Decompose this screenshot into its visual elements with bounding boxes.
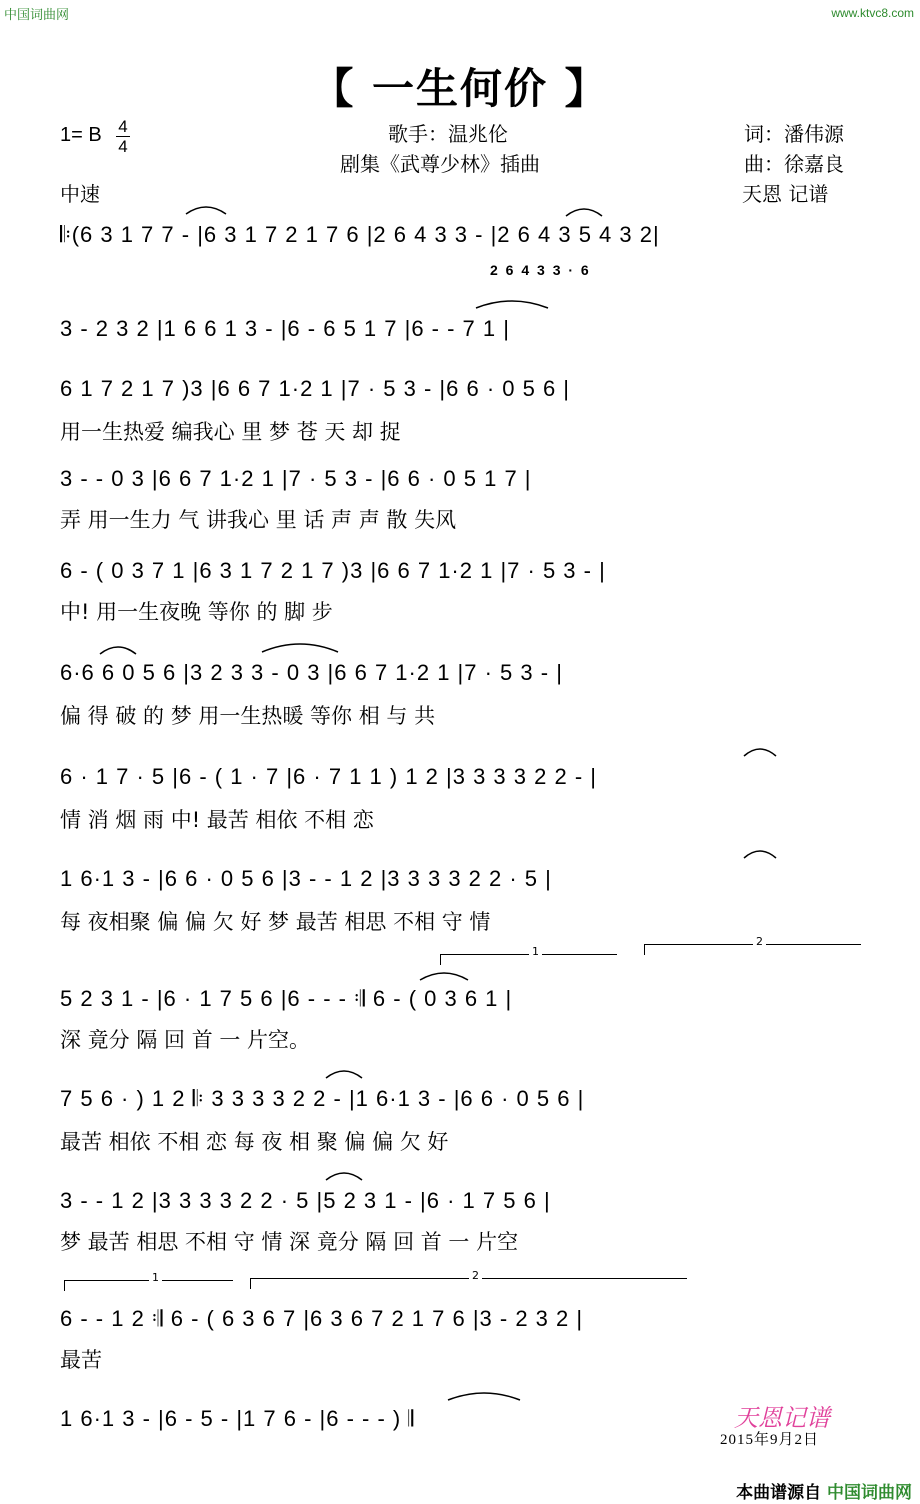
series-credit: 剧集《武尊少林》插曲 (340, 152, 540, 176)
lyrics-line-10: 最苦 相依 不相 恋 每 夜 相 聚 偏 偏 欠 好 (60, 1130, 449, 1154)
transcription-date: 2015年9月2日 (720, 1432, 820, 1448)
lyrics-line-4: 弄 用一生力 气 讲我心 里 话 声 声 散 失风 (60, 508, 457, 532)
notation-line-4: 3 - - 0 3 |6 6 7 1·2 1 |7 · 5 3 - |6 6 · 0 5 1 7 | (60, 466, 532, 491)
song-title: 【 一生何价 】 (311, 64, 609, 113)
transcriber-credit: 天恩 记谱 (742, 182, 829, 206)
notation-line-9: 5 2 3 1 - |6 · 1 7 5 6 |6 - - - 𝄇 6 - ( 0 3 6 1 | (60, 986, 513, 1011)
slur-mark (476, 301, 548, 308)
lyrics-line-8: 每 夜相聚 偏 偏 欠 好 梦 最苦 相思 不相 守 情 (60, 910, 491, 934)
notation-line-10: 7 5 6 · ) 1 2 𝄆 3 3 3 3 2 2 - |1 6·1 3 - |6 6 · 0 5 6 | (60, 1086, 585, 1111)
notation-line-3: 6 1 7 2 1 7 )3 |6 6 7 1·2 1 |7 · 5 3 - |6 6 · 0 5 6 | (60, 376, 571, 401)
lyrics-line-11: 梦 最苦 相思 不相 守 情 深 竟分 隔 回 首 一 片空 (60, 1230, 519, 1254)
lyrics-line-9: 深 竟分 隔 回 首 一 片空。 (60, 1028, 311, 1052)
volta-first-ending-1: 1 (440, 954, 617, 965)
notation-line-7: 6 · 1 7 · 5 |6 - ( 1 · 7 |6 · 7 1 1 ) 1 2 |3 3 3 3 2 2 - | (60, 764, 597, 789)
slur-mark (262, 644, 338, 652)
slur-mark (420, 973, 468, 980)
transcriber-stamp: 天恩记谱 (734, 1404, 830, 1432)
slur-mark (744, 851, 776, 858)
time-signature-top: 4 (118, 117, 128, 136)
slur-mark (186, 207, 226, 214)
key-signature: 1= B (60, 124, 102, 146)
notation-line-1: 𝄆(6 3 1 7 7 - |6 3 1 7 2 1 7 6 |2 6 4 3 3 - |2 6 4 3 5 4 3 2| (60, 222, 660, 247)
notation-line-8: 1 6·1 3 - |6 6 · 0 5 6 |3 - - 1 2 |3 3 3 3 2 2 · 5 | (60, 866, 552, 891)
slur-mark (744, 749, 776, 756)
lyrics-line-7: 情 消 烟 雨 中! 最苦 相依 不相 恋 (60, 808, 374, 832)
notation-line-5: 6 - ( 0 3 7 1 |6 3 1 7 2 1 7 )3 |6 6 7 1·2 1 |7 · 5 3 - | (60, 558, 606, 583)
volta-first-ending-2: 1 (64, 1280, 233, 1291)
notation-line-11: 3 - - 1 2 |3 3 3 3 2 2 · 5 |5 2 3 1 - |6 · 1 7 5 6 | (60, 1188, 551, 1213)
volta-second-ending-1: 2 (644, 944, 861, 955)
lyrics-line-5: 中! 用一生夜晚 等你 的 脚 步 (60, 600, 333, 624)
slur-mark (448, 1393, 520, 1400)
singer-credit: 歌手：温兆伦 (388, 122, 508, 146)
slur-mark (326, 1071, 362, 1078)
site-name-left: 中国词曲网 (4, 8, 70, 23)
slur-mark (566, 209, 602, 216)
notation-line-6: 6·6 6 0 5 6 |3 2 3 3 - 0 3 |6 6 7 1·2 1 |7 · 5 3 - | (60, 660, 563, 685)
tempo-marking: 中速 (60, 182, 100, 206)
footer-source (736, 1478, 912, 1503)
footer-source-site[interactable]: 中国词曲网 (827, 1483, 912, 1503)
notation-line-12: 6 - - 1 2 𝄇 6 - ( 6 3 6 7 |6 3 6 7 2 1 7 6 |3 - 2 3 2 | (60, 1306, 584, 1331)
lyrics-line-6: 偏 得 破 的 梦 用一生热暖 等你 相 与 共 (60, 704, 436, 728)
lyricist-credit: 词：潘伟源 (744, 122, 844, 146)
notation-line-2: 3 - 2 3 2 |1 6 6 1 3 - |6 - 6 5 1 7 |6 - - 7 1 | (60, 316, 510, 341)
slur-mark (100, 647, 136, 654)
notation-line-13: 1 6·1 3 - |6 - 5 - |1 7 6 - |6 - - - ) 𝄂 (60, 1406, 415, 1431)
lyrics-line-3: 用一生热爱 编我心 里 梦 苍 天 却 捉 (60, 420, 401, 444)
volta-second-ending-2: 2 (250, 1278, 687, 1289)
slur-mark (326, 1173, 362, 1180)
site-url-right[interactable]: www.ktvc8.com (831, 6, 914, 20)
time-signature-bottom: 4 (118, 137, 128, 156)
ossia-notes: 2 6 4 3 3 · 6 (490, 262, 591, 278)
footer-source-label: 本曲谱源自 (736, 1483, 822, 1503)
composer-credit: 曲：徐嘉良 (744, 152, 844, 176)
lyrics-line-12: 最苦 (60, 1348, 102, 1372)
